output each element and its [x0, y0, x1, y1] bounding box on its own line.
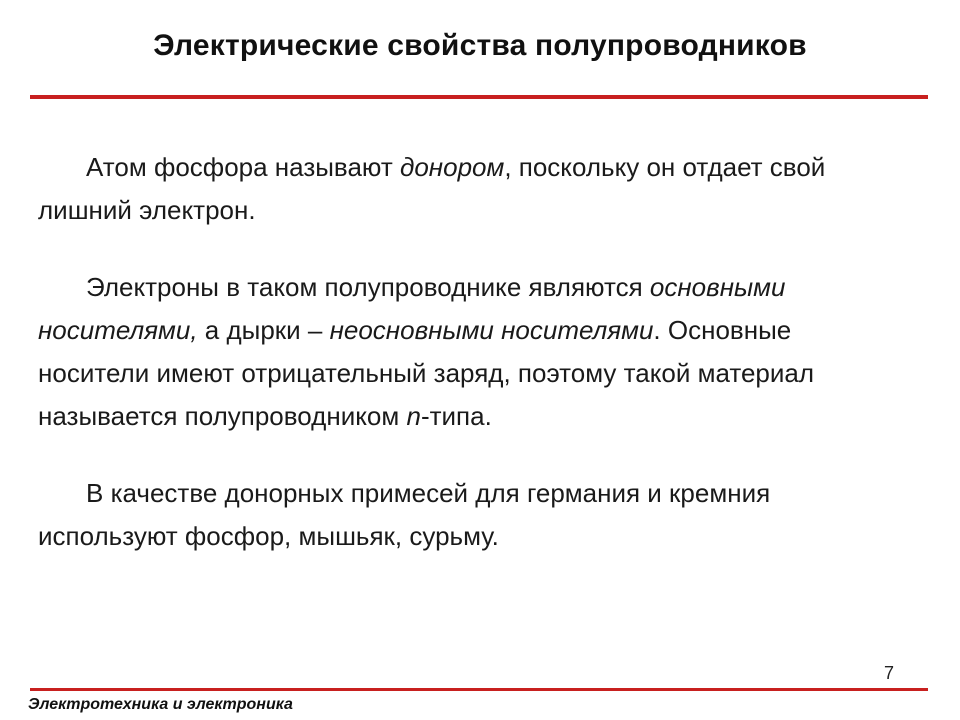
- slide-title: Электрические свойства полупроводников: [153, 29, 807, 62]
- text-segment: -типа.: [420, 401, 492, 431]
- italic-term: основными носителями,: [38, 272, 786, 345]
- text-segment: Электроны в таком полупроводнике являются: [86, 272, 650, 302]
- italic-term: донором: [399, 152, 505, 182]
- italic-term: n: [406, 401, 421, 431]
- footer-divider: [30, 688, 928, 691]
- title-divider: [30, 95, 928, 99]
- page-number: 7: [884, 663, 895, 683]
- text-segment: , поскольку он отдает свой лишний электрон.: [38, 152, 826, 225]
- text-segment: Атом фосфора называют: [86, 152, 400, 182]
- italic-term: неосновными носителями: [329, 315, 654, 345]
- paragraph-impurities: [38, 472, 896, 558]
- paragraph-donor: [38, 146, 896, 232]
- paragraph-carriers: [38, 266, 896, 438]
- text-segment: В качестве донорных примесей для германия и кремния используют фосфор, мышьяк, сурьму.: [38, 478, 771, 551]
- footer-course-title: Электротехника и электроника: [28, 696, 293, 713]
- text-segment: а дырки –: [197, 315, 330, 345]
- text-segment: . Основные носители имеют отрицательный заряд, поэтому такой материал называется полупроводником: [38, 315, 815, 431]
- slide-body: [38, 146, 896, 558]
